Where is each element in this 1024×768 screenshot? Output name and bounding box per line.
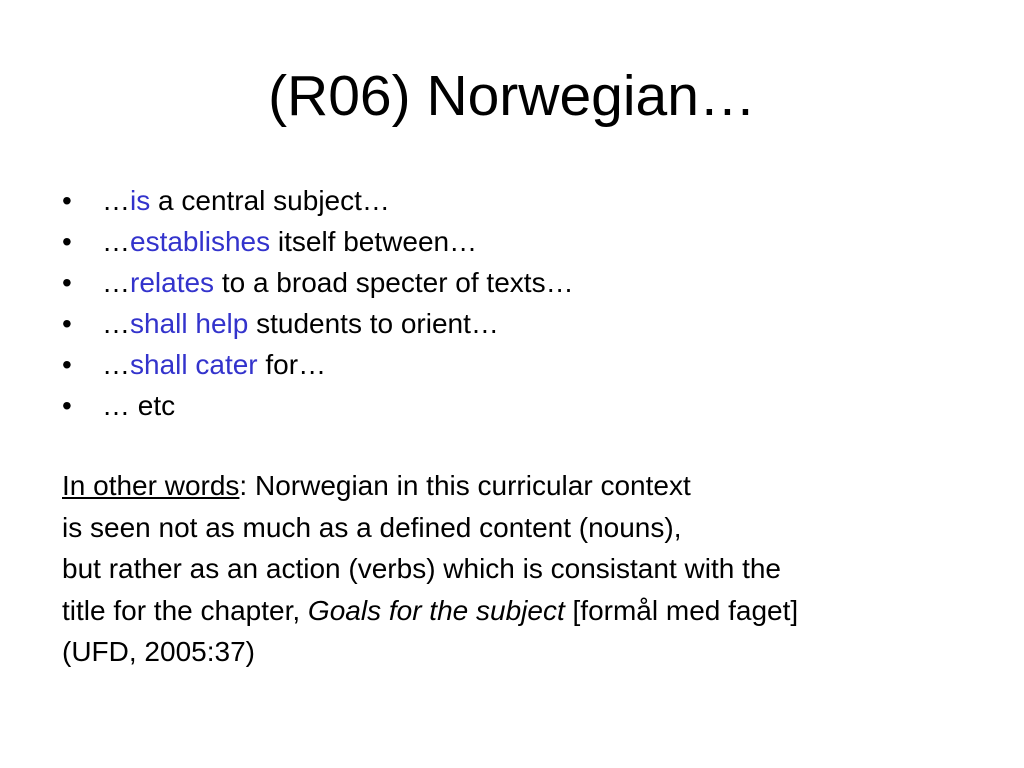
bullet-item <box>62 262 574 303</box>
bullet-text: itself between… <box>270 226 478 257</box>
bullet-text: students to orient… <box>248 308 499 339</box>
bullet-dot: • <box>62 308 72 339</box>
bullet-list <box>62 180 574 426</box>
bullet-prefix: … <box>102 349 130 380</box>
bullet-dot: • <box>62 390 72 421</box>
bullet-item <box>62 303 574 344</box>
bullet-dot: • <box>62 185 72 216</box>
bullet-text: a central subject… <box>150 185 390 216</box>
paragraph-line: but rather as an action (verbs) which is consistant with the <box>62 553 782 584</box>
bullet-highlight: relates <box>130 267 215 298</box>
bullet-prefix: … <box>102 267 130 298</box>
bullet-item <box>62 180 574 221</box>
paragraph-line <box>62 590 798 632</box>
slide-title: (R06) Norwegian… <box>268 64 756 128</box>
bullet-text: etc <box>130 390 176 421</box>
bullet-text: to a broad specter of texts… <box>214 267 574 298</box>
bullet-highlight: shall help <box>130 308 249 339</box>
bullet-item <box>62 344 574 385</box>
paragraph-text: [formål med faget] <box>564 594 799 626</box>
bullet-dot: • <box>62 267 72 298</box>
bullet-item <box>62 221 574 262</box>
bullet-highlight: establishes <box>130 226 271 257</box>
bullet-prefix: … <box>102 390 130 421</box>
bullet-dot: • <box>62 349 72 380</box>
bullet-dot: • <box>62 226 72 257</box>
bullet-text: for… <box>257 349 327 380</box>
bullet-prefix: … <box>102 185 130 216</box>
bullet-prefix: … <box>102 226 130 257</box>
chapter-title: Goals for the subject <box>307 594 565 626</box>
in-other-words-label: In other words <box>62 470 240 501</box>
paragraph-line: is seen not as much as a defined content (nouns), <box>62 511 682 543</box>
paragraph-text: : Norwegian in this curricular context <box>239 470 691 501</box>
summary-paragraph <box>62 465 798 673</box>
paragraph-text: title for the chapter, <box>62 594 308 626</box>
citation: (UFD, 2005:37) <box>62 636 255 667</box>
paragraph-line <box>62 465 798 507</box>
bullet-highlight: shall cater <box>130 349 258 380</box>
bullet-prefix: … <box>102 308 130 339</box>
bullet-highlight: is <box>130 185 151 216</box>
bullet-item <box>62 385 574 426</box>
